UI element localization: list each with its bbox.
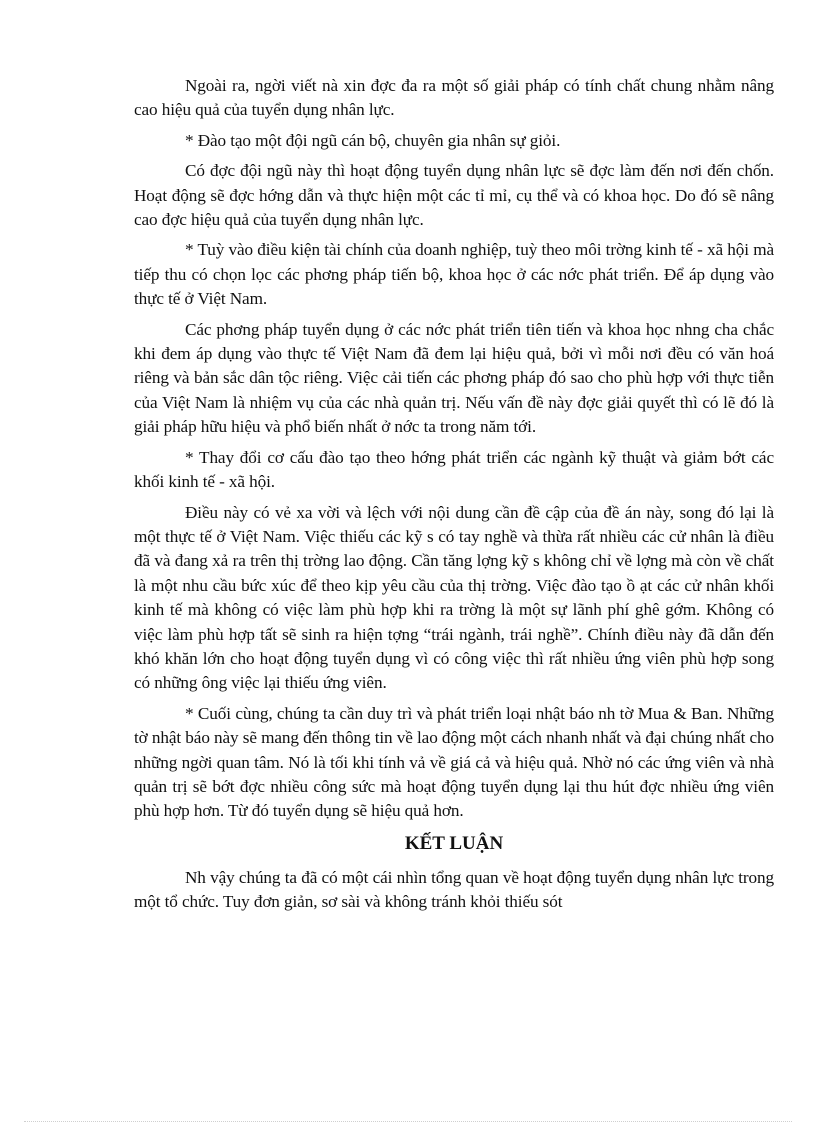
paragraph-conclusion: Nh vậy chúng ta đã có một cái nhìn tổng quan về hoạt động tuyển dụng nhân lực trong một tổ chức. Tuy đơn giản, sơ sài và không tránh khỏi thiếu sót (134, 867, 774, 912)
document-page (134, 74, 774, 921)
conclusion-heading: KẾT LUẬN (404, 832, 504, 854)
paragraph-methods-detail: Các phơng pháp tuyển dụng ở các nớc phát triển tiên tiến và khoa học nhng cha chắc khi đem áp dụng vào thực tế Việt Nam đã đem lại hiệu quả, bởi vì mỗi nơi đều có văn hoá riêng và bản sắc dân tộc riêng. Việc cải tiến các phơng pháp đó sao cho phù hợp với thực tiễn của Việt Nam là nhiệm vụ của các nhà quản trị. Nếu vấn đề này đợc giải quyết thì có lẽ đó là giải pháp hữu hiệu và phổ biến nhất ở nớc ta trong năm tới. (134, 319, 774, 437)
paragraph-restructure-detail: Điều này có vẻ xa vời và lệch với nội dung cần đề cập của đề án này, song đó lại là một thực tế ở Việt Nam. Việc thiếu các kỹ s có tay nghề và thừa rất nhiều các cử nhân là điều đã và đang xả ra trên thị trờng lao động. Cần tăng lợng kỹ s không chỉ về lợng mà còn về chất là một nhu cầu bức xúc để theo kịp yêu cầu của thị trờng. Việc đào tạo ồ ạt các cử nhân khối kinh tế mà không có việc làm phù hợp khi ra trờng là một sự lãnh phí ghê gớm. Không có việc làm phù hợp tất sẽ sinh ra hiện tợng “trái ngành, trái nghề”. Chính điều này đã dẫn đến khó khăn lớn cho hoạt động tuyển dụng vì có công việc thì rất nhiều ứng viên phù hợp song có những ông việc lại thiếu ứng viên. (134, 502, 774, 693)
page-bottom-divider (24, 1121, 792, 1122)
paragraph-bullet-adopt-methods: * Tuỳ vào điều kiện tài chính của doanh nghiệp, tuỳ theo môi trờng kinh tế - xã hội mà tiếp thu có chọn lọc các phơng pháp tiến bộ, khoa học ở các nớc phát triển. Để áp dụng vào thực tế ở Việt Nam. (134, 240, 774, 309)
paragraph-intro: Ngoài ra, ngời viết nà xin đợc đa ra một số giải pháp có tính chất chung nhằm nâng cao hiệu quả của tuyển dụng nhân lực. (134, 76, 774, 120)
paragraph-bullet-training: * Đào tạo một đội ngũ cán bộ, chuyên gia nhân sự giỏi. (185, 130, 561, 150)
paragraph-bullet-restructure: * Thay đổi cơ cấu đào tạo theo hớng phát triển các ngành kỹ thuật và giảm bớt các khối kinh tế - xã hội. (134, 447, 774, 492)
paragraph-bullet-newspaper: * Cuối cùng, chúng ta cần duy trì và phát triển loại nhật báo nh tờ Mua & Ban. Những tờ nhật báo này sẽ mang đến thông tin về lao động một cách nhanh nhất và đại chúng nhất cho những ngời quan tâm. Nó là tối khi tính vả về giá cả và hiệu quả. Nhờ nó các ứng viên và nhà quản trị sẽ bớt đợc nhiều công sức mà hoạt động tuyển dụng lại thu hút đợc nhiều ứng viên phù hợp hơn. Từ đó tuyển dụng sẽ hiệu quả hơn. (134, 703, 774, 821)
paragraph-training-detail: Có đợc đội ngũ này thì hoạt động tuyển dụng nhân lực sẽ đợc làm đến nơi đến chốn. Hoạt động sẽ đợc hớng dẫn và thực hiện một các tỉ mỉ, cụ thể và có khoa học. Do đó sẽ nâng cao đợc hiệu quả của tuyển dụng nhân lực. (134, 161, 774, 230)
